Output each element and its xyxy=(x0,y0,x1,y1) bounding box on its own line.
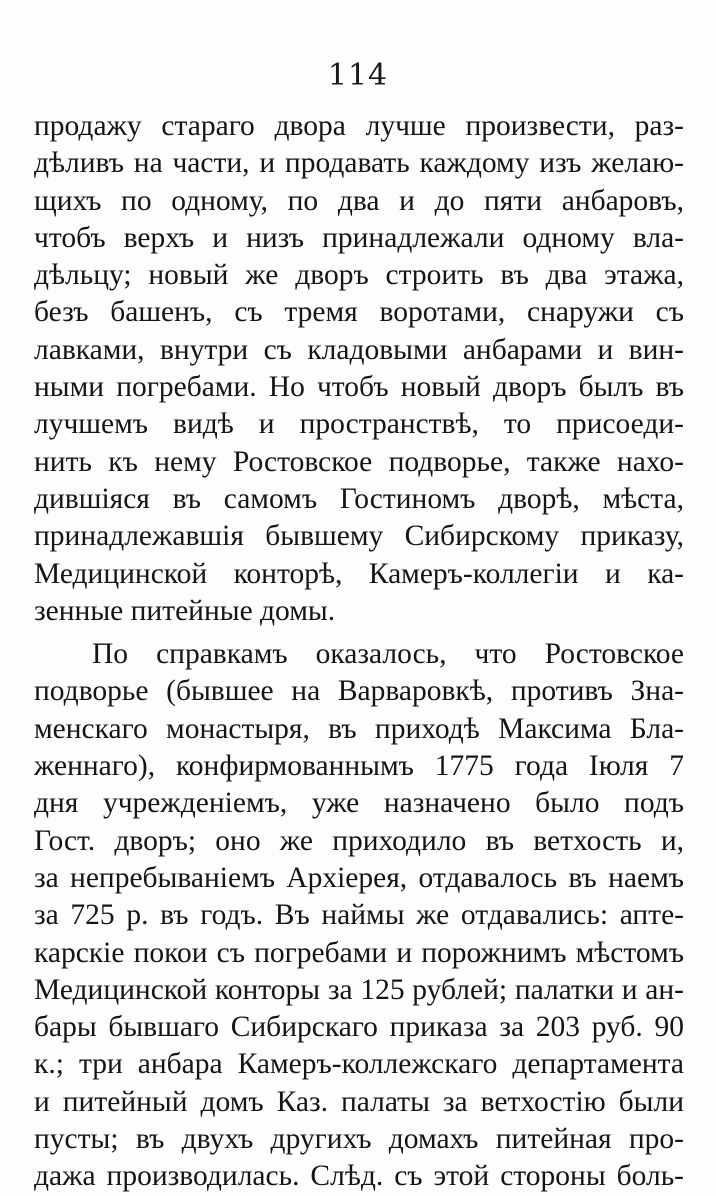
text-line: карскіе покои съ погребами и порожнимъ мѣстомъ xyxy=(34,936,684,969)
text-line: ными погребами. Но чтобъ новый дворъ былъ въ xyxy=(34,371,684,404)
text-line: нить къ нему Ростовское подворье, также нахо- xyxy=(34,445,684,478)
text-line: дѣливъ на части, и продавать каждому изъ желаю- xyxy=(34,147,684,180)
text-line: женнаго), конфирмованнымъ 1775 года Іюля 7 xyxy=(34,750,684,783)
paragraph-2 xyxy=(34,636,684,1195)
text-line: зенные питейные домы. xyxy=(34,594,336,627)
text-line: чтобъ верхъ и низъ принадлежали одному вла- xyxy=(34,221,684,254)
text-line: Гост. дворъ; оно же приходило въ ветхость и, xyxy=(34,824,684,857)
text-line: бары бывшаго Сибирскаго приказа за 203 руб. 90 xyxy=(34,1011,684,1044)
paragraph-1 xyxy=(34,108,684,630)
text-line: безъ башенъ, съ тремя воротами, снаружи съ xyxy=(34,296,684,329)
text-line: к.; три анбара Камеръ-коллежскаго департамента xyxy=(34,1048,684,1081)
text-line: и питейный домъ Каз. палаты за ветхостію были xyxy=(34,1085,684,1118)
text-line: продажу стараго двора лучше произвести, раз- xyxy=(34,110,684,142)
text-line: принадлежавшія бывшему Сибирскому приказу, xyxy=(34,520,684,553)
text-line: за непребываніемъ Архіерея, отдавалось въ наемъ xyxy=(34,861,684,894)
text-line: подворье (бывшее на Варваровкѣ, противъ Зна- xyxy=(34,675,684,708)
text-line: за 725 р. въ годъ. Въ наймы же отдавались: апте- xyxy=(34,899,684,932)
text-line: Медицинской конторѣ, Камеръ-коллегіи и ка- xyxy=(34,557,684,590)
body-text xyxy=(34,108,684,1196)
text-line: Медицинской конторы за 125 рублей; палатки и ан- xyxy=(34,973,684,1006)
text-line: дѣльцу; новый же дворъ строить въ два этажа, xyxy=(34,259,684,292)
page-number: 114 xyxy=(327,58,389,93)
text-line: дившіяся въ самомъ Гостиномъ дворѣ, мѣста, xyxy=(34,482,684,515)
text-line: щихъ по одному, по два и до пяти анбаровъ, xyxy=(34,184,684,217)
text-line: По справкамъ оказалось, что Ростовское xyxy=(92,638,684,671)
text-line: дажа производилась. Слѣд. съ этой стороны боль- xyxy=(34,1160,684,1193)
text-line: лучшемъ видѣ и пространствѣ, то присоеди- xyxy=(34,408,684,441)
text-line: пусты; въ двухъ другихъ домахъ питейная про- xyxy=(34,1123,684,1156)
text-line: менскаго монастыря, въ приходѣ Максима Бла- xyxy=(34,712,684,745)
text-line: лавками, внутри съ кладовыми анбарами и вин- xyxy=(34,333,684,366)
text-line: дня учрежденіемъ, уже назначено было подъ xyxy=(34,787,684,820)
